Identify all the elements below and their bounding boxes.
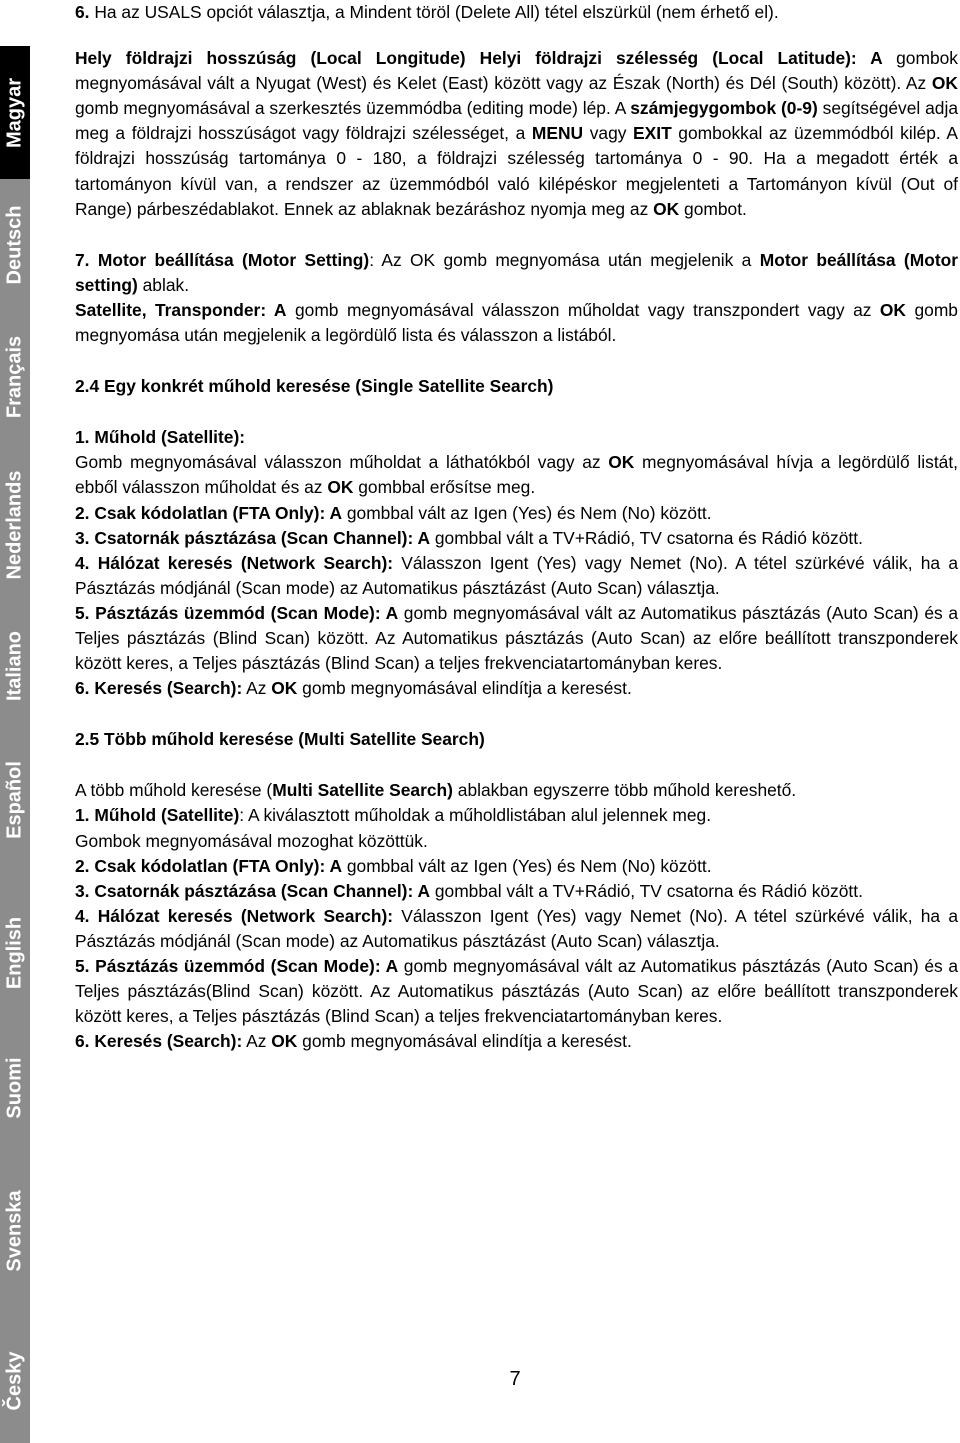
text: gomb megnyomásával a szerkesztés üzemmódba (editing mode) lép. A: [75, 98, 631, 119]
paragraph-spacer: [75, 348, 958, 374]
paragraph: [75, 374, 958, 399]
bold-text: Multi Satellite Search): [272, 780, 453, 801]
text: gombbal vált a TV+Rádió, TV csatorna és Rádió között.: [430, 527, 863, 548]
bold-text: 7. Motor beállítása (Motor Setting): [75, 249, 370, 270]
language-tab-svenska[interactable]: [0, 1143, 30, 1318]
language-sidebar: [0, 46, 30, 1443]
bold-text: OK: [879, 299, 906, 320]
text: vagy: [583, 123, 634, 144]
bold-text: 6.: [75, 2, 95, 22]
text: Gomb megnyomásával válasszon műholdat a láthatókból vagy az: [75, 452, 609, 473]
text: : A kiválasztott műholdak a műholdlistában alul jelennek meg.: [239, 805, 712, 826]
bold-text: Satellite, Transponder: A: [75, 299, 287, 320]
language-tab-label: Suomi: [3, 1057, 26, 1119]
bold-text: 1. Műhold (Satellite): [75, 805, 240, 826]
bold-text: 4. Hálózat keresés (Network Search):: [75, 905, 394, 926]
paragraph: [75, 904, 958, 954]
text: ablakban egyszerre több műhold kereshető.: [452, 780, 797, 801]
bold-text: OK: [271, 1031, 298, 1052]
language-tab-label: Nederlands: [3, 470, 26, 579]
text: gombbal vált az Igen (Yes) és Nem (No) között.: [342, 502, 712, 523]
bold-text: számjegygombok (0-9): [630, 98, 818, 119]
paragraph: [75, 601, 958, 676]
text: Válasszon Igent (Yes) vagy Nemet (No). A tétel szürkévé válik, ha a Pásztázás módjánál (Scan mode) az Automatikus pásztázást (Auto Scan) választja.: [75, 552, 958, 598]
text: gomb megnyomásával elindítja a keresést.: [297, 1031, 632, 1052]
bold-text: Motor beállítása (Motor setting): [75, 249, 959, 295]
bold-text: OK: [653, 198, 680, 219]
language-tab-deutsch[interactable]: [0, 179, 30, 311]
language-tab-nederlands[interactable]: [0, 443, 30, 606]
paragraph: [75, 879, 958, 904]
language-tab-magyar[interactable]: [0, 46, 30, 179]
text: gombbal erősítse meg.: [353, 477, 536, 498]
bold-text: OK: [271, 678, 298, 699]
paragraph: [75, 854, 958, 879]
language-tab-label: Español: [3, 760, 26, 839]
language-tab-francais[interactable]: [0, 311, 30, 443]
text: : Az OK gomb megnyomása után megjelenik a: [369, 249, 760, 270]
bold-text: 3. Csatornák pásztázása (Scan Channel): A: [75, 527, 431, 548]
bold-text: 2. Csak kódolatlan (FTA Only): A: [75, 855, 343, 876]
page-number: 7: [509, 1368, 521, 1390]
text: gombbal vált az Igen (Yes) és Nem (No) között.: [342, 855, 712, 876]
paragraph: [75, 803, 958, 828]
paragraph-spacer: [75, 399, 958, 425]
paragraph: [75, 248, 958, 298]
paragraph: [75, 1029, 958, 1054]
bold-text: 2.4 Egy konkrét műhold keresése (Single Satellite Search): [75, 376, 554, 397]
bold-text: 4. Hálózat keresés (Network Search):: [75, 552, 394, 573]
paragraph: [75, 450, 958, 500]
paragraph: [75, 954, 958, 1029]
language-tab-label: Français: [3, 335, 26, 419]
paragraph: [75, 46, 958, 222]
bold-text: 2.5 Több műhold keresése (Multi Satellite Search): [75, 729, 485, 750]
page-content: [75, 0, 958, 1054]
text: gombok megnyomásával vált a Nyugat (West) és Kelet (East) között vagy az Észak (North) és Dél (South) között). Az: [75, 48, 958, 94]
language-tab-label: English: [3, 916, 26, 990]
language-tab-label: Deutsch: [3, 205, 26, 285]
text: segítségével adja meg a földrajzi hosszúságot vagy földrajzi szélességet, a: [75, 98, 959, 144]
text: A több műhold keresése (: [75, 780, 273, 801]
bold-text: 5. Pásztázás üzemmód (Scan Mode): A: [75, 956, 399, 976]
text: gombot.: [679, 198, 747, 219]
language-tab-label: Česky: [3, 1351, 26, 1410]
bold-text: 6. Keresés (Search):: [75, 678, 243, 699]
bold-text: OK: [931, 73, 958, 94]
text: gombbal vált a TV+Rádió, TV csatorna és Rádió között.: [430, 880, 863, 901]
text: gomb megnyomásával elindítja a keresést.: [297, 678, 632, 699]
paragraph: [75, 501, 958, 526]
bold-text: Hely földrajzi hosszúság (Local Longitude) Helyi földrajzi szélesség (Local Latitude): A: [75, 48, 897, 69]
language-tab-italiano[interactable]: [0, 606, 30, 726]
text: megnyomásával hívja a legördülő listát, ebből válasszon műholdat és az: [75, 452, 958, 498]
paragraph: [75, 829, 958, 854]
text: Válasszon Igent (Yes) vagy Nemet (No). A tétel szürkévé válik, ha a Pásztázás módjánál (Scan mode) az Automatikus pásztázást (Auto Scan) választja.: [75, 905, 958, 951]
bold-text: 1. Műhold (Satellite):: [75, 427, 246, 448]
paragraph: [75, 425, 958, 450]
text: gomb megnyomásával vált az Automatikus pásztázás (Auto Scan) és a Teljes pásztázás(Blind Scan) között. Az Automatikus pásztázás (Auto Scan) az előre beállított transzponderek között keres, a Teljes pásztázás (Blind Scan) a teljes frekvenciatartományban keres.: [75, 956, 958, 1027]
text: Ha az USALS opciót választja, a Mindent töröl (Delete All) tétel elszürkül (nem érhető el).: [94, 2, 779, 22]
paragraph: [75, 526, 958, 551]
bold-text: 6. Keresés (Search):: [75, 1031, 243, 1052]
language-tab-suomi[interactable]: [0, 1033, 30, 1143]
bold-text: OK: [608, 452, 635, 473]
text: gomb megnyomása után megjelenik a legördülő lista és válasszon a listából.: [75, 299, 958, 346]
paragraph: [75, 727, 958, 752]
paragraph: [75, 298, 958, 348]
bold-text: EXIT: [633, 123, 672, 144]
text: ablak.: [137, 274, 190, 295]
bold-text: 2. Csak kódolatlan (FTA Only): A: [75, 502, 343, 523]
language-tab-espanol[interactable]: [0, 726, 30, 873]
paragraph-spacer: [75, 222, 958, 248]
text: gomb megnyomásával válasszon műholdat vagy transzpondert vagy az: [286, 299, 880, 320]
paragraph: [75, 676, 958, 701]
bold-text: 3. Csatornák pásztázása (Scan Channel): A: [75, 880, 431, 901]
text: Az: [242, 1031, 272, 1052]
paragraph: [75, 778, 958, 803]
language-tab-label: Svenska: [3, 1189, 26, 1272]
text: Az: [242, 678, 272, 699]
paragraph-spacer: [75, 752, 958, 778]
paragraph-spacer: [75, 701, 958, 727]
paragraph-spacer: [75, 25, 958, 46]
bold-text: MENU: [531, 123, 584, 144]
bold-text: OK: [327, 477, 354, 498]
text: Gombok megnyomásával mozoghat közöttük.: [75, 830, 428, 851]
text: gombokkal az üzemmódból kilép. A földrajzi hosszúság tartománya 0 - 180, a földrajzi szélesség tartománya 0 - 90. Ha a megadott érték a tartományon kívül van, a rendszer az üzemmódból való kilépéskor megjelenteti a Tartományon kívül (Out of Range) párbeszédablakot. Ennek az ablaknak bezáráshoz nyomja meg az: [75, 123, 958, 219]
language-tab-label: Italiano: [3, 630, 26, 702]
paragraph: [75, 0, 958, 25]
language-tab-english[interactable]: [0, 873, 30, 1033]
paragraph: [75, 551, 958, 601]
text: gomb megnyomásával vált az Automatikus pásztázás (Auto Scan) és a Teljes pásztázás (Blind Scan) között. Az Automatikus pásztázás (Auto Scan) az előre beállított transzponderek között keres, a Teljes pásztázás (Blind Scan) a teljes frekvenciatartományban keres.: [75, 602, 958, 674]
language-tab-label: Magyar: [3, 77, 26, 148]
bold-text: 5. Pásztázás üzemmód (Scan Mode): A: [75, 602, 399, 623]
